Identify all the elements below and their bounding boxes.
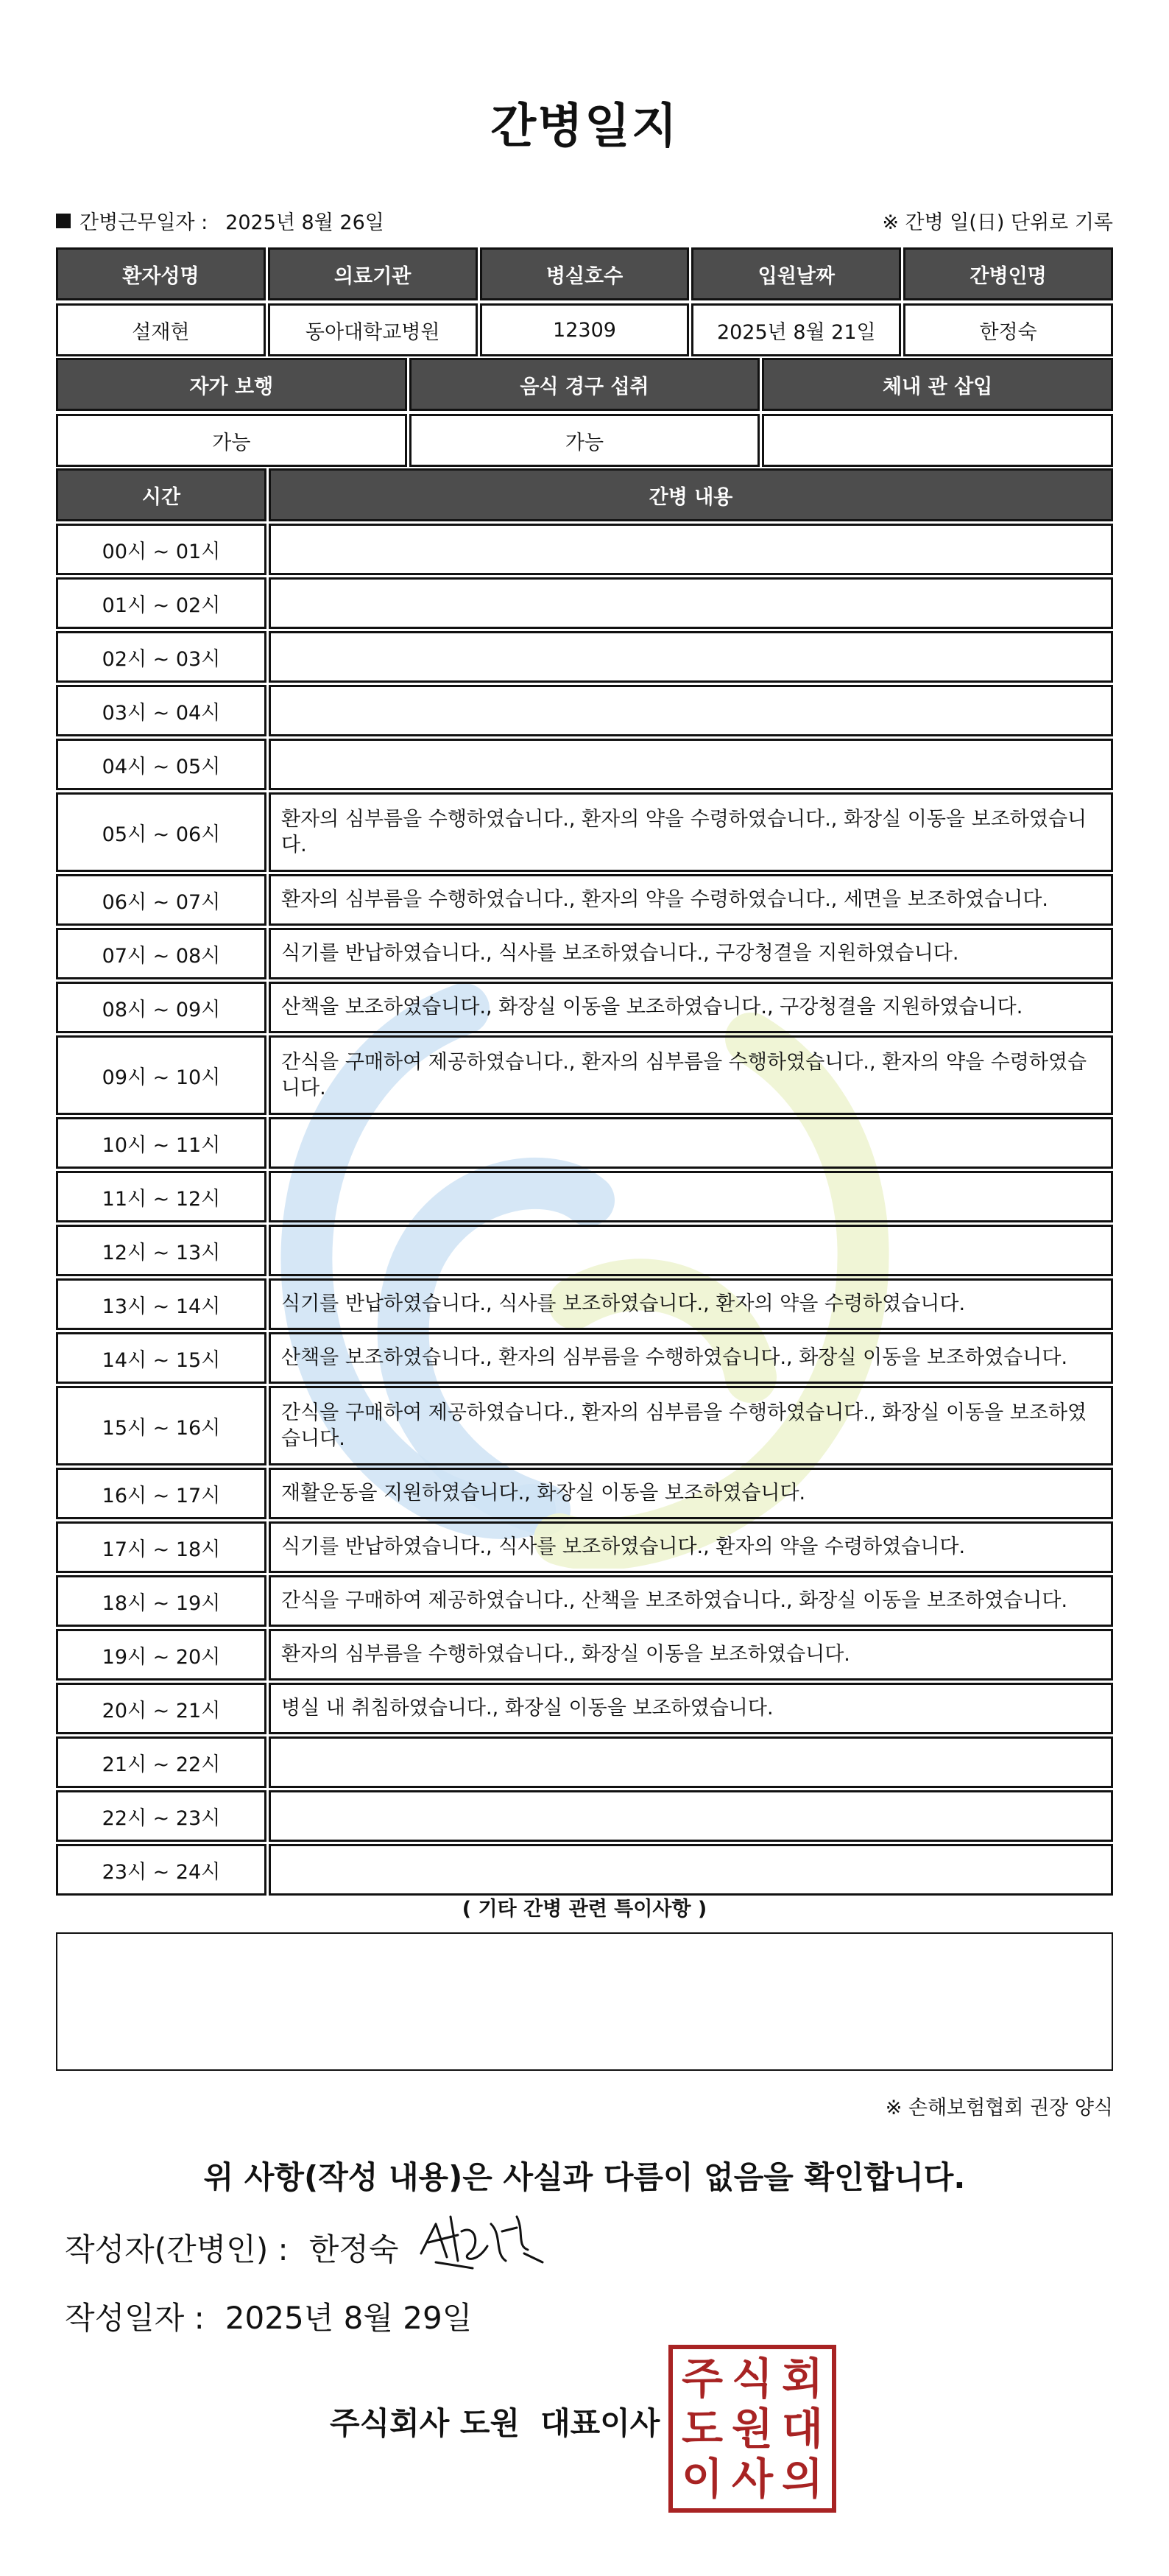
log-content: [269, 631, 1113, 683]
walking-value: 가능: [56, 414, 407, 467]
log-row: [56, 1844, 1113, 1896]
log-time: 06시 ~ 07시: [56, 874, 266, 926]
log-row: [56, 1575, 1113, 1627]
log-row: [56, 874, 1113, 926]
ability-header-oral-intake: 음식 경구 섭취: [409, 358, 760, 411]
log-content: 산책을 보조하였습니다., 화장실 이동을 보조하였습니다., 구강청결을 지원하였습니다.: [269, 982, 1113, 1033]
log-row: [56, 1521, 1113, 1573]
log-row: [56, 928, 1113, 979]
log-content: 환자의 심부름을 수행하였습니다., 화장실 이동을 보조하였습니다.: [269, 1629, 1113, 1681]
log-content: [269, 1225, 1113, 1276]
log-row: [56, 1629, 1113, 1681]
log-content: [269, 524, 1113, 575]
log-row: [56, 1035, 1113, 1115]
log-content: [269, 1844, 1113, 1896]
log-content: [269, 1171, 1113, 1222]
log-time: 23시 ~ 24시: [56, 1844, 266, 1896]
extra-notes-title: ( 기타 간병 관련 특이사항 ): [462, 1898, 707, 1921]
log-time: 02시 ~ 03시: [56, 631, 266, 683]
seal-glyph: 대: [781, 2404, 824, 2454]
log-content: [269, 1736, 1113, 1788]
log-row: [56, 1736, 1113, 1788]
log-header-content: 간병 내용: [269, 468, 1113, 521]
log-content: 간식을 구매하여 제공하였습니다., 환자의 심부름을 수행하였습니다., 환자의 약을 수령하였습니다.: [269, 1035, 1113, 1115]
log-row: [56, 685, 1113, 736]
log-time: 09시 ~ 10시: [56, 1035, 266, 1115]
seal-glyph: 회: [781, 2354, 824, 2404]
patient-header-admission: 입원날짜: [691, 247, 901, 300]
log-time: 13시 ~ 14시: [56, 1278, 266, 1330]
log-content: 식기를 반납하였습니다., 식사를 보조하였습니다., 환자의 약을 수령하였습니다.: [269, 1521, 1113, 1573]
seal-glyph: 이: [681, 2454, 724, 2504]
seal-glyph: 의: [781, 2454, 824, 2504]
log-row: [56, 1171, 1113, 1222]
log-time: 22시 ~ 23시: [56, 1790, 266, 1842]
seal-glyph: 원: [731, 2404, 774, 2454]
insurance-note: ※ 손해보험협회 권장 양식: [885, 2097, 1113, 2119]
log-row: [56, 1386, 1113, 1465]
patient-header-hospital: 의료기관: [268, 247, 478, 300]
work-date-value: 2025년 8월 26일: [225, 211, 384, 234]
confirmation-statement: 위 사항(작성 내용)은 사실과 다름이 없음을 확인합니다.: [203, 2159, 966, 2195]
patient-name: 설재현: [56, 303, 266, 356]
log-content: 간식을 구매하여 제공하였습니다., 산책을 보조하였습니다., 화장실 이동을 보조하였습니다.: [269, 1575, 1113, 1627]
log-time: 08시 ~ 09시: [56, 982, 266, 1033]
log-row: [56, 739, 1113, 790]
handwritten-signature: [406, 2202, 554, 2283]
log-row: [56, 524, 1113, 575]
log-content: 환자의 심부름을 수행하였습니다., 환자의 약을 수령하였습니다., 화장실 이동을 보조하였습니다.: [269, 792, 1113, 872]
work-date: [56, 206, 384, 235]
log-header-time: 시간: [56, 468, 266, 521]
log-row: [56, 1332, 1113, 1384]
company-representative: 대표이사: [540, 2405, 660, 2441]
written-date-line: [65, 2294, 472, 2338]
log-content: [269, 577, 1113, 629]
log-row: [56, 792, 1113, 872]
log-time: 17시 ~ 18시: [56, 1521, 266, 1573]
log-time: 10시 ~ 11시: [56, 1117, 266, 1169]
tube-value: [762, 414, 1113, 467]
log-time: 07시 ~ 08시: [56, 928, 266, 979]
log-content: [269, 1790, 1113, 1842]
log-content: [269, 1117, 1113, 1169]
caregiver-name: 한정숙: [903, 303, 1113, 356]
log-row: [56, 631, 1113, 683]
log-time: 18시 ~ 19시: [56, 1575, 266, 1627]
seal-glyph: 도: [681, 2404, 724, 2454]
written-date-label: 작성일자 :: [65, 2300, 205, 2336]
admission-date: 2025년 8월 21일: [691, 303, 901, 356]
ability-header-tube: 체내 관 삽입: [762, 358, 1113, 411]
log-row: [56, 1468, 1113, 1519]
log-content: 재활운동을 지원하였습니다., 화장실 이동을 보조하였습니다.: [269, 1468, 1113, 1519]
hospital-name: 동아대학교병원: [268, 303, 478, 356]
log-time: 04시 ~ 05시: [56, 739, 266, 790]
writer-name: 한정숙: [308, 2231, 399, 2267]
patient-header-room: 병실호수: [480, 247, 690, 300]
log-row: [56, 1225, 1113, 1276]
patient-header-name: 환자성명: [56, 247, 266, 300]
log-header-row: [56, 468, 1113, 521]
log-content: [269, 685, 1113, 736]
log-row: [56, 1683, 1113, 1734]
log-time: 01시 ~ 02시: [56, 577, 266, 629]
log-content: 식기를 반납하였습니다., 식사를 보조하였습니다., 구강청결을 지원하였습니다.: [269, 928, 1113, 979]
square-bullet-icon: [56, 214, 71, 228]
log-row: [56, 577, 1113, 629]
ability-table: [56, 358, 1113, 467]
patient-header-caregiver: 간병인명: [903, 247, 1113, 300]
oral-intake-value: 가능: [409, 414, 760, 467]
log-time: 15시 ~ 16시: [56, 1386, 266, 1465]
log-time: 00시 ~ 01시: [56, 524, 266, 575]
seal-glyph: 식: [731, 2354, 774, 2404]
seal-glyph: 주: [681, 2354, 724, 2404]
log-time: 05시 ~ 06시: [56, 792, 266, 872]
log-row: [56, 1117, 1113, 1169]
seal-glyph: 사: [731, 2454, 774, 2504]
log-time: 12시 ~ 13시: [56, 1225, 266, 1276]
record-note: ※ 간병 일(日) 단위로 기록: [882, 211, 1113, 234]
log-content: 병실 내 취침하였습니다., 화장실 이동을 보조하였습니다.: [269, 1683, 1113, 1734]
log-time: 11시 ~ 12시: [56, 1171, 266, 1222]
log-time: 14시 ~ 15시: [56, 1332, 266, 1384]
log-row: [56, 1278, 1113, 1330]
writer-line: [65, 2225, 398, 2270]
room-number: 12309: [480, 303, 690, 356]
log-content: 식기를 반납하였습니다., 식사를 보조하였습니다., 환자의 약을 수령하였습니다.: [269, 1278, 1113, 1330]
company-name: 주식회사 도원: [330, 2405, 520, 2441]
page-title: 간병일지: [490, 99, 679, 154]
log-row: [56, 1790, 1113, 1842]
company-seal: [668, 2345, 836, 2513]
log-content: 간식을 구매하여 제공하였습니다., 환자의 심부름을 수행하였습니다., 화장실 이동을 보조하였습니다.: [269, 1386, 1113, 1465]
company-line: [330, 2399, 660, 2443]
written-date-value: 2025년 8월 29일: [225, 2300, 473, 2336]
log-time: 21시 ~ 22시: [56, 1736, 266, 1788]
log-content: 산책을 보조하였습니다., 환자의 심부름을 수행하였습니다., 화장실 이동을 보조하였습니다.: [269, 1332, 1113, 1384]
patient-table: [56, 247, 1113, 356]
extra-notes-box: [56, 1932, 1113, 2071]
log-row: [56, 982, 1113, 1033]
ability-header-walking: 자가 보행: [56, 358, 407, 411]
log-time: 20시 ~ 21시: [56, 1683, 266, 1734]
log-content: [269, 739, 1113, 790]
log-time: 19시 ~ 20시: [56, 1629, 266, 1681]
writer-label: 작성자(간병인) :: [65, 2231, 289, 2267]
work-date-label: 간병근무일자 :: [80, 211, 208, 234]
care-log-table: [56, 468, 1113, 1898]
log-time: 03시 ~ 04시: [56, 685, 266, 736]
log-content: 환자의 심부름을 수행하였습니다., 환자의 약을 수령하였습니다., 세면을 보조하였습니다.: [269, 874, 1113, 926]
log-time: 16시 ~ 17시: [56, 1468, 266, 1519]
